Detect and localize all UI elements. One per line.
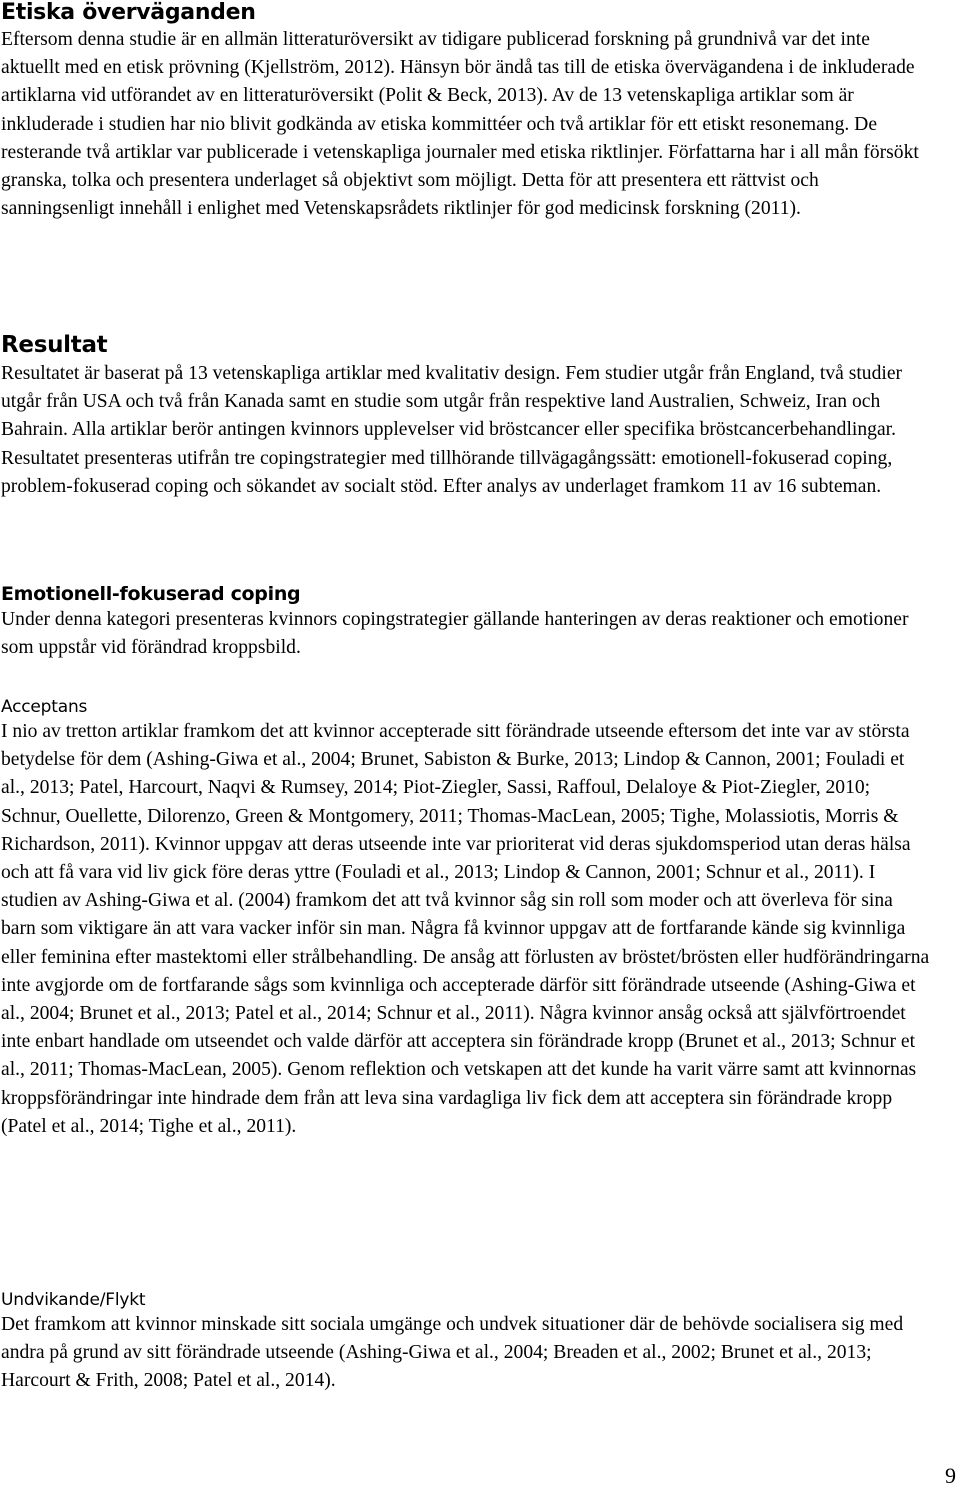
subheading-acceptance: Acceptans (1, 697, 88, 717)
page-number: 9 (945, 1463, 956, 1488)
heading-result: Resultat (1, 332, 108, 358)
paragraph-ethics: Eftersom denna studie är en allmän litteraturöversikt av tidigare publicerad forskning på grundnivå var det inte aktuellt med en etisk prövning (Kjellström, 2012). Hänsyn bör ändå tas till de etiska övervägandena i de inkluderade artiklarna vid utförandet av en litteraturöversikt (Polit & Beck, 2013). Av de 13 vetenskapliga artiklar som är inkluderade i studien har nio blivit godkända av etiska kommittéer och två artiklar för ett etiskt resonemang. De resterande två artiklar var publicerade i vetenskapliga journaler med etiska riktlinjer. Författarna har i all mån försökt granska, tolka och presentera underlaget så objektivt som möjligt. Detta för att presentera ett rättvist och sanningsenligt innehåll i enlighet med Vetenskapsrådets riktlinjer för god medicinsk forskning (2011). (1, 29, 919, 220)
section-emotional-coping (1, 582, 931, 662)
subheading-avoidance: Undvikande/Flykt (1, 1290, 146, 1310)
section-ethics (1, 0, 931, 223)
paragraph-emotional-coping: Under denna kategori presenteras kvinnors copingstrategier gällande hanteringen av deras reaktioner och emotioner som uppstår vid förändrad kroppsbild. (1, 609, 909, 659)
paragraph-acceptance: I nio av tretton artiklar framkom det att kvinnor accepterade sitt förändrade utseende eftersom det inte var av största betydelse för dem (Ashing-Giwa et al., 2004; Brunet, Sabiston & Burke, 2013; Lindop & Cannon, 2001; Fouladi et al., 2013; Patel, Harcourt, Naqvi & Rumsey, 2014; Piot-Ziegler, Sassi, Raffoul, Delaloye & Piot-Ziegler, 2010; Schnur, Ouellette, Dilorenzo, Green & Montgomery, 2011; Thomas-MacLean, 2005; Tighe, Molassiotis, Morris & Richardson, 2011). Kvinnor uppgav att deras utseende inte var prioriterat vid deras sjukdomsperiod utan deras hälsa och att få vara vid liv gick före deras yttre (Fouladi et al., 2013; Lindop & Cannon, 2001; Schnur et al., 2011). I studien av Ashing-Giwa et al. (2004) framkom det att två kvinnor såg sin roll som moder och att överleva för sina barn som viktigare än att vara vacker inför sin man. Några få kvinnor uppgav att de fortfarande kände sig kvinnliga eller feminina efter mastektomi eller strålbehandling. De ansåg att förlusten av bröstet/brösten eller hudförändringarna inte avgjorde om de fortfarande sågs som kvinnliga och accepterade därför sitt förändrade utseende (Ashing-Giwa et al., 2004; Brunet et al., 2013; Patel et al., 2014; Schnur et al., 2011). Några kvinnor ansåg också att självförtroendet inte enbart handlade om utseendet och valde därför att acceptera sin förändrade kropp (Brunet et al., 2013; Schnur et al., 2011; Thomas-MacLean, 2005). Genom reflektion och vetskapen att det kunde ha varit värre samt att kvinnornas kroppsförändringar inte hindrade dem från att leva sina vardagliga liv fick dem att acceptera sin förändrade kropp (Patel et al., 2014; Tighe et al., 2011). (1, 721, 930, 1137)
paragraph-result: Resultatet är baserat på 13 vetenskapliga artiklar med kvalitativ design. Fem studier utgår från England, två studier utgår från USA och två från Kanada samt en studie som utgår från respektive land Australien, Schweiz, Iran och Bahrain. Alla artiklar berör antingen kvinnors upplevelser vid bröstcancer eller specifika bröstcancerbehandlingar. Resultatet presenteras utifrån tre copingstrategier med tillhörande tillvägagångssätt: emotionell-fokuserad coping, problem-fokuserad coping och sökandet av socialt stöd. Efter analys av underlaget framkom 11 av 16 subteman. (1, 363, 903, 497)
section-result (1, 330, 931, 501)
section-acceptance (1, 696, 931, 1141)
heading-ethics: Etiska överväganden (1, 0, 256, 25)
section-avoidance (1, 1289, 931, 1396)
heading-emotional-coping: Emotionell-fokuserad coping (1, 583, 301, 605)
paragraph-avoidance: Det framkom att kvinnor minskade sitt sociala umgänge och undvek situationer där de behövde socialisera sig med andra på grund av sitt förändrade utseende (Ashing-Giwa et al., 2004; Breaden et al., 2002; Brunet et al., 2013; Harcourt & Frith, 2008; Patel et al., 2014). (1, 1314, 904, 1392)
